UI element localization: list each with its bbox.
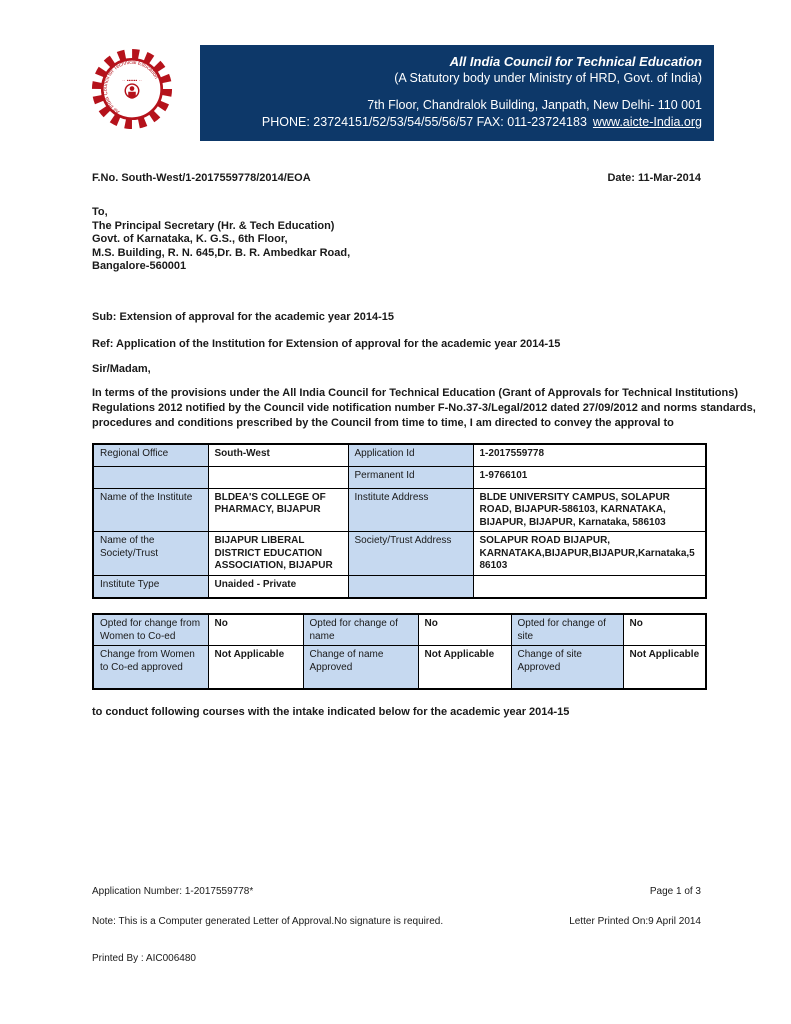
- institute-address-label: Institute Address: [348, 488, 473, 532]
- permanent-id-label: Permanent Id: [348, 466, 473, 488]
- website-link[interactable]: www.aicte-India.org: [592, 115, 702, 129]
- svg-text:All India Council for Technica: All India Council for Technical Education: [102, 59, 159, 115]
- society-address-value: SOLAPUR ROAD BIJAPUR, KARNATAKA,BIJAPUR,BIJAPUR,Karnataka,586103: [473, 532, 706, 576]
- body-line: procedures and conditions prescribed by the Council from time to time, I am directed to convey the approval to: [92, 417, 674, 429]
- body-line: In terms of the provisions under the All India Council for Technical Education (Grant of Approvals for Technical Institutions): [92, 387, 738, 399]
- body-paragraph: [92, 386, 756, 431]
- recipient-line: The Principal Secretary (Hr. & Tech Education): [92, 219, 335, 232]
- opted-name-label: Opted for change of name: [303, 614, 418, 646]
- org-name: All India Council for Technical Education: [449, 54, 702, 69]
- page-indicator: Page 1 of 3: [649, 886, 701, 897]
- org-phone-fax: [210, 114, 702, 131]
- coed-approved-value: Not Applicable: [208, 646, 303, 689]
- org-address: 7th Floor, Chandralok Building, Janpath, New Delhi- 110 001: [367, 98, 702, 112]
- change-options-table: [92, 613, 707, 690]
- printed-on: Letter Printed On:9 April 2014: [569, 916, 701, 927]
- recipient-line: Govt. of Karnataka, K. G.S., 6th Floor,: [92, 233, 288, 245]
- empty-label-cell: [93, 466, 208, 488]
- application-id-label: Application Id: [348, 444, 473, 466]
- table-row: [93, 444, 706, 466]
- empty-label-cell: [348, 575, 473, 598]
- site-approved-value: Not Applicable: [623, 646, 706, 689]
- table-row: [93, 575, 706, 598]
- opted-site-label: Opted for change of site: [511, 614, 623, 646]
- subject-line: Sub: Extension of approval for the academic year 2014-15: [92, 311, 394, 323]
- table-row: [93, 488, 706, 532]
- reference-line: Ref: Application of the Institution for Extension of approval for the academic year 2014-15: [92, 338, 561, 350]
- salutation: Sir/Madam,: [92, 363, 151, 375]
- footer-note-row: [92, 916, 701, 927]
- table-row: [93, 532, 706, 576]
- institute-type-value: Unaided - Private: [208, 575, 348, 598]
- opted-site-value: No: [623, 614, 706, 646]
- footer-application-row: [92, 886, 701, 897]
- body-line: Regulations 2012 notified by the Council vide notification number F-No.37-3/Legal/2012 dated 27/09/2012 and norms standards,: [92, 402, 756, 414]
- permanent-id-value: 1-9766101: [473, 466, 706, 488]
- coed-approved-label: Change from Women to Co-ed approved: [93, 646, 208, 689]
- empty-value-cell: [473, 575, 706, 598]
- intake-line: to conduct following courses with the intake indicated below for the academic year 2014-15: [92, 706, 570, 718]
- name-approved-label: Change of name Approved: [303, 646, 418, 689]
- table-row: [93, 646, 706, 689]
- opted-name-value: No: [418, 614, 511, 646]
- file-number: F.No. South-West/1-2017559778/2014/EOA: [92, 172, 311, 184]
- opted-coed-label: Opted for change from Women to Co-ed: [93, 614, 208, 646]
- institute-type-label: Institute Type: [93, 575, 208, 598]
- application-id-value: 1-2017559778: [473, 444, 706, 466]
- table-row: [93, 614, 706, 646]
- aicte-logo: [87, 44, 177, 134]
- opted-coed-value: No: [208, 614, 303, 646]
- footer-printed-by-row: [92, 953, 701, 964]
- svg-text:·· •••••• ··: ·· •••••• ··: [122, 78, 142, 84]
- institute-name-value: BLDEA'S COLLEGE OF PHARMACY, BIJAPUR: [208, 488, 348, 532]
- institute-name-label: Name of the Institute: [93, 488, 208, 532]
- computer-generated-note: Note: This is a Computer generated Letter of Approval.No signature is required.: [92, 916, 444, 927]
- printed-by: Printed By : AIC006480: [92, 953, 196, 964]
- society-name-value: BIJAPUR LIBERAL DISTRICT EDUCATION ASSOCIATION, BIJAPUR: [208, 532, 348, 576]
- recipient-line: M.S. Building, R. N. 645,Dr. B. R. Ambedkar Road,: [92, 246, 351, 259]
- table-row: [93, 466, 706, 488]
- phone-fax-text: PHONE: 23724151/52/53/54/55/56/57 FAX: 011-23724183: [261, 115, 587, 129]
- empty-value-cell: [208, 466, 348, 488]
- application-number: Application Number: 1-2017559778*: [92, 886, 254, 897]
- recipient-line: To,: [92, 206, 108, 218]
- institute-details-table: [92, 443, 707, 599]
- name-approved-value: Not Applicable: [418, 646, 511, 689]
- org-subtitle: (A Statutory body under Ministry of HRD, Govt. of India): [394, 71, 702, 85]
- letterhead-banner: [200, 45, 714, 141]
- regional-office-value: South-West: [208, 444, 348, 466]
- letter-date: Date: 11-Mar-2014: [607, 172, 701, 184]
- society-address-label: Society/Trust Address: [348, 532, 473, 576]
- society-name-label: Name of the Society/Trust: [93, 532, 208, 576]
- recipient-address: [92, 206, 350, 274]
- recipient-line: Bangalore-560001: [92, 260, 187, 272]
- institute-address-value: BLDE UNIVERSITY CAMPUS, SOLAPUR ROAD, BIJAPUR-586103, KARNATAKA, BIJAPUR, BIJAPUR, Karnataka, 586103: [473, 488, 706, 532]
- aicte-gear-icon: [87, 44, 177, 134]
- regional-office-label: Regional Office: [93, 444, 208, 466]
- file-number-row: [92, 172, 701, 184]
- site-approved-label: Change of site Approved: [511, 646, 623, 689]
